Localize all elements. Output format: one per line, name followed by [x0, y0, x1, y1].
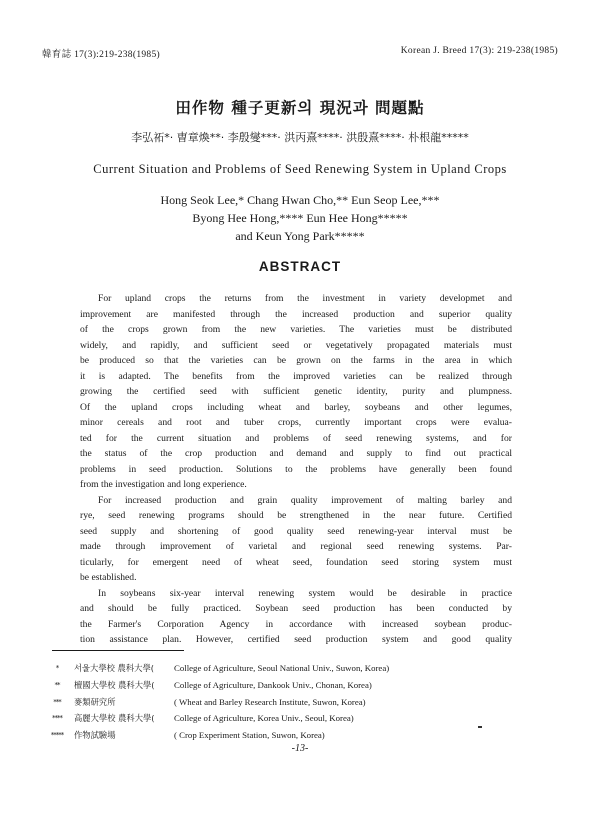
authors-english [0, 191, 600, 245]
abstract-line: of the crops grown from the new varieties. The varieties must be distributed [80, 324, 512, 335]
authors-korean: 李弘祏*· 曺章煥**· 李殷燮***· 洪丙熹****· 洪殷熹****· 朴根龍***** [131, 131, 469, 144]
abstract-line: the status of the crop production and demand and supply to find out practical [80, 448, 512, 459]
footnote-item [40, 727, 520, 744]
abstract-line: widely, and rapidly, and sufficient seed or vegetatively propagated materials must [80, 339, 512, 351]
running-header-right: Korean J. Breed 17(3): 219-238(1985) [400, 46, 558, 56]
footnote-text: ( Crop Experiment Station, Suwon, Korea) [174, 730, 325, 741]
footnote-item [40, 660, 520, 677]
abstract-line: ticularly, for emergent need of wheat seed, foundation seed storing system must [80, 556, 512, 568]
footnote-institution-korean: 서울大學校 農科大學( [74, 663, 154, 673]
footnote-institution-korean: 檀國大學校 農科大學( [74, 679, 155, 690]
footnote-mark: ** [54, 680, 60, 689]
abstract-line: problems in seed production. Solutions to the problems have generally been found [80, 463, 512, 475]
abstract-line: For increased production and grain quality improvement of malting barley and [98, 494, 512, 506]
footnote-divider [52, 650, 184, 651]
page-number: -13- [291, 743, 309, 754]
authors-english-line: Hong Seok Lee,* Chang Hwan Cho,** Eun Seop Lee,*** [160, 193, 440, 207]
abstract-line: be produced so that the varieties can be grown on the farms in the area in which [80, 355, 512, 366]
abstract-line: improvement are manifested through the increased production and superior quality [80, 308, 512, 320]
abstract-line: growing the certified seed with sufficient genetic identity, purity and plumpness. [80, 386, 512, 397]
footnote-institution-korean: 高麗大學校 農科大學( [74, 713, 155, 724]
footnote-item [40, 710, 520, 727]
abstract-line: seed supply and shortening of good quality seed renewing-year interval must be [80, 525, 512, 537]
footnote-text: College of Agriculture, Dankook Univ., Chonan, Korea) [174, 679, 372, 690]
authors-english-line: Byong Hee Hong,**** Eun Hee Hong***** [192, 211, 408, 225]
abstract-line: made through improvement of varietal and regional seed renewing systems. Par- [80, 541, 512, 552]
abstract-line: rye, seed renewing programs should be strengthened in the near future. Certified [80, 510, 512, 521]
running-header-left: 韓育誌 17(3):219-238(1985) [42, 50, 160, 60]
abstract-line: from the investigation and long experience. [80, 479, 247, 490]
abstract-line: and should be fully practiced. Soybean seed production has been conducted by [80, 603, 512, 614]
title-korean: 田作物 種子更新의 現況과 問題點 [175, 99, 425, 117]
footnote-text: ( Wheat and Barley Research Institute, Suwon, Korea) [174, 696, 366, 707]
footnote-mark: *** [53, 697, 61, 706]
authors-english-line: and Keun Yong Park***** [235, 229, 365, 243]
footnote-item [40, 677, 520, 694]
footnote-institution-korean: 麥類研究所 [74, 696, 116, 707]
abstract-line: minor cereals and root and tuber crops, currently important crops were evalua- [80, 417, 512, 428]
abstract-line: the Farmer's Corporation Agency in accordance with increased soybean produc- [80, 618, 512, 630]
footnotes [40, 660, 520, 744]
abstract-line: be established. [80, 572, 137, 583]
abstract-heading: ABSTRACT [258, 259, 342, 274]
abstract-line: For upland crops the returns from the investment in variety developmet and [98, 293, 512, 304]
abstract-line: In soybeans six-year interval renewing system would be desirable in practice [98, 587, 512, 599]
abstract-body [80, 291, 512, 648]
footnote-institution-korean: 作物試驗場 [74, 730, 116, 741]
footnote-mark: **** [52, 714, 62, 723]
footnote-item [40, 694, 520, 711]
footnote-text: College of Agriculture, Korea Univ., Seoul, Korea) [174, 713, 354, 724]
title-english: Current Situation and Problems of Seed Renewing System in Upland Crops [93, 162, 507, 176]
scan-speck [478, 726, 482, 728]
abstract-line: Of the upland crops including wheat and barley, soybeans and other legumes, [80, 401, 512, 413]
footnote-mark: * [55, 664, 59, 672]
abstract-line: tion assistance plan. However, certified seed production system and good quality [80, 634, 512, 645]
footnote-mark: ***** [50, 731, 64, 740]
footnote-text: College of Agriculture, Seoul National Univ., Suwon, Korea) [174, 663, 390, 673]
abstract-line: it is adapted. The benefits from the improved varieties can be realized through [80, 370, 512, 382]
abstract-line: ted for the current situation and problems of seed renewing systems, and for [80, 432, 512, 444]
